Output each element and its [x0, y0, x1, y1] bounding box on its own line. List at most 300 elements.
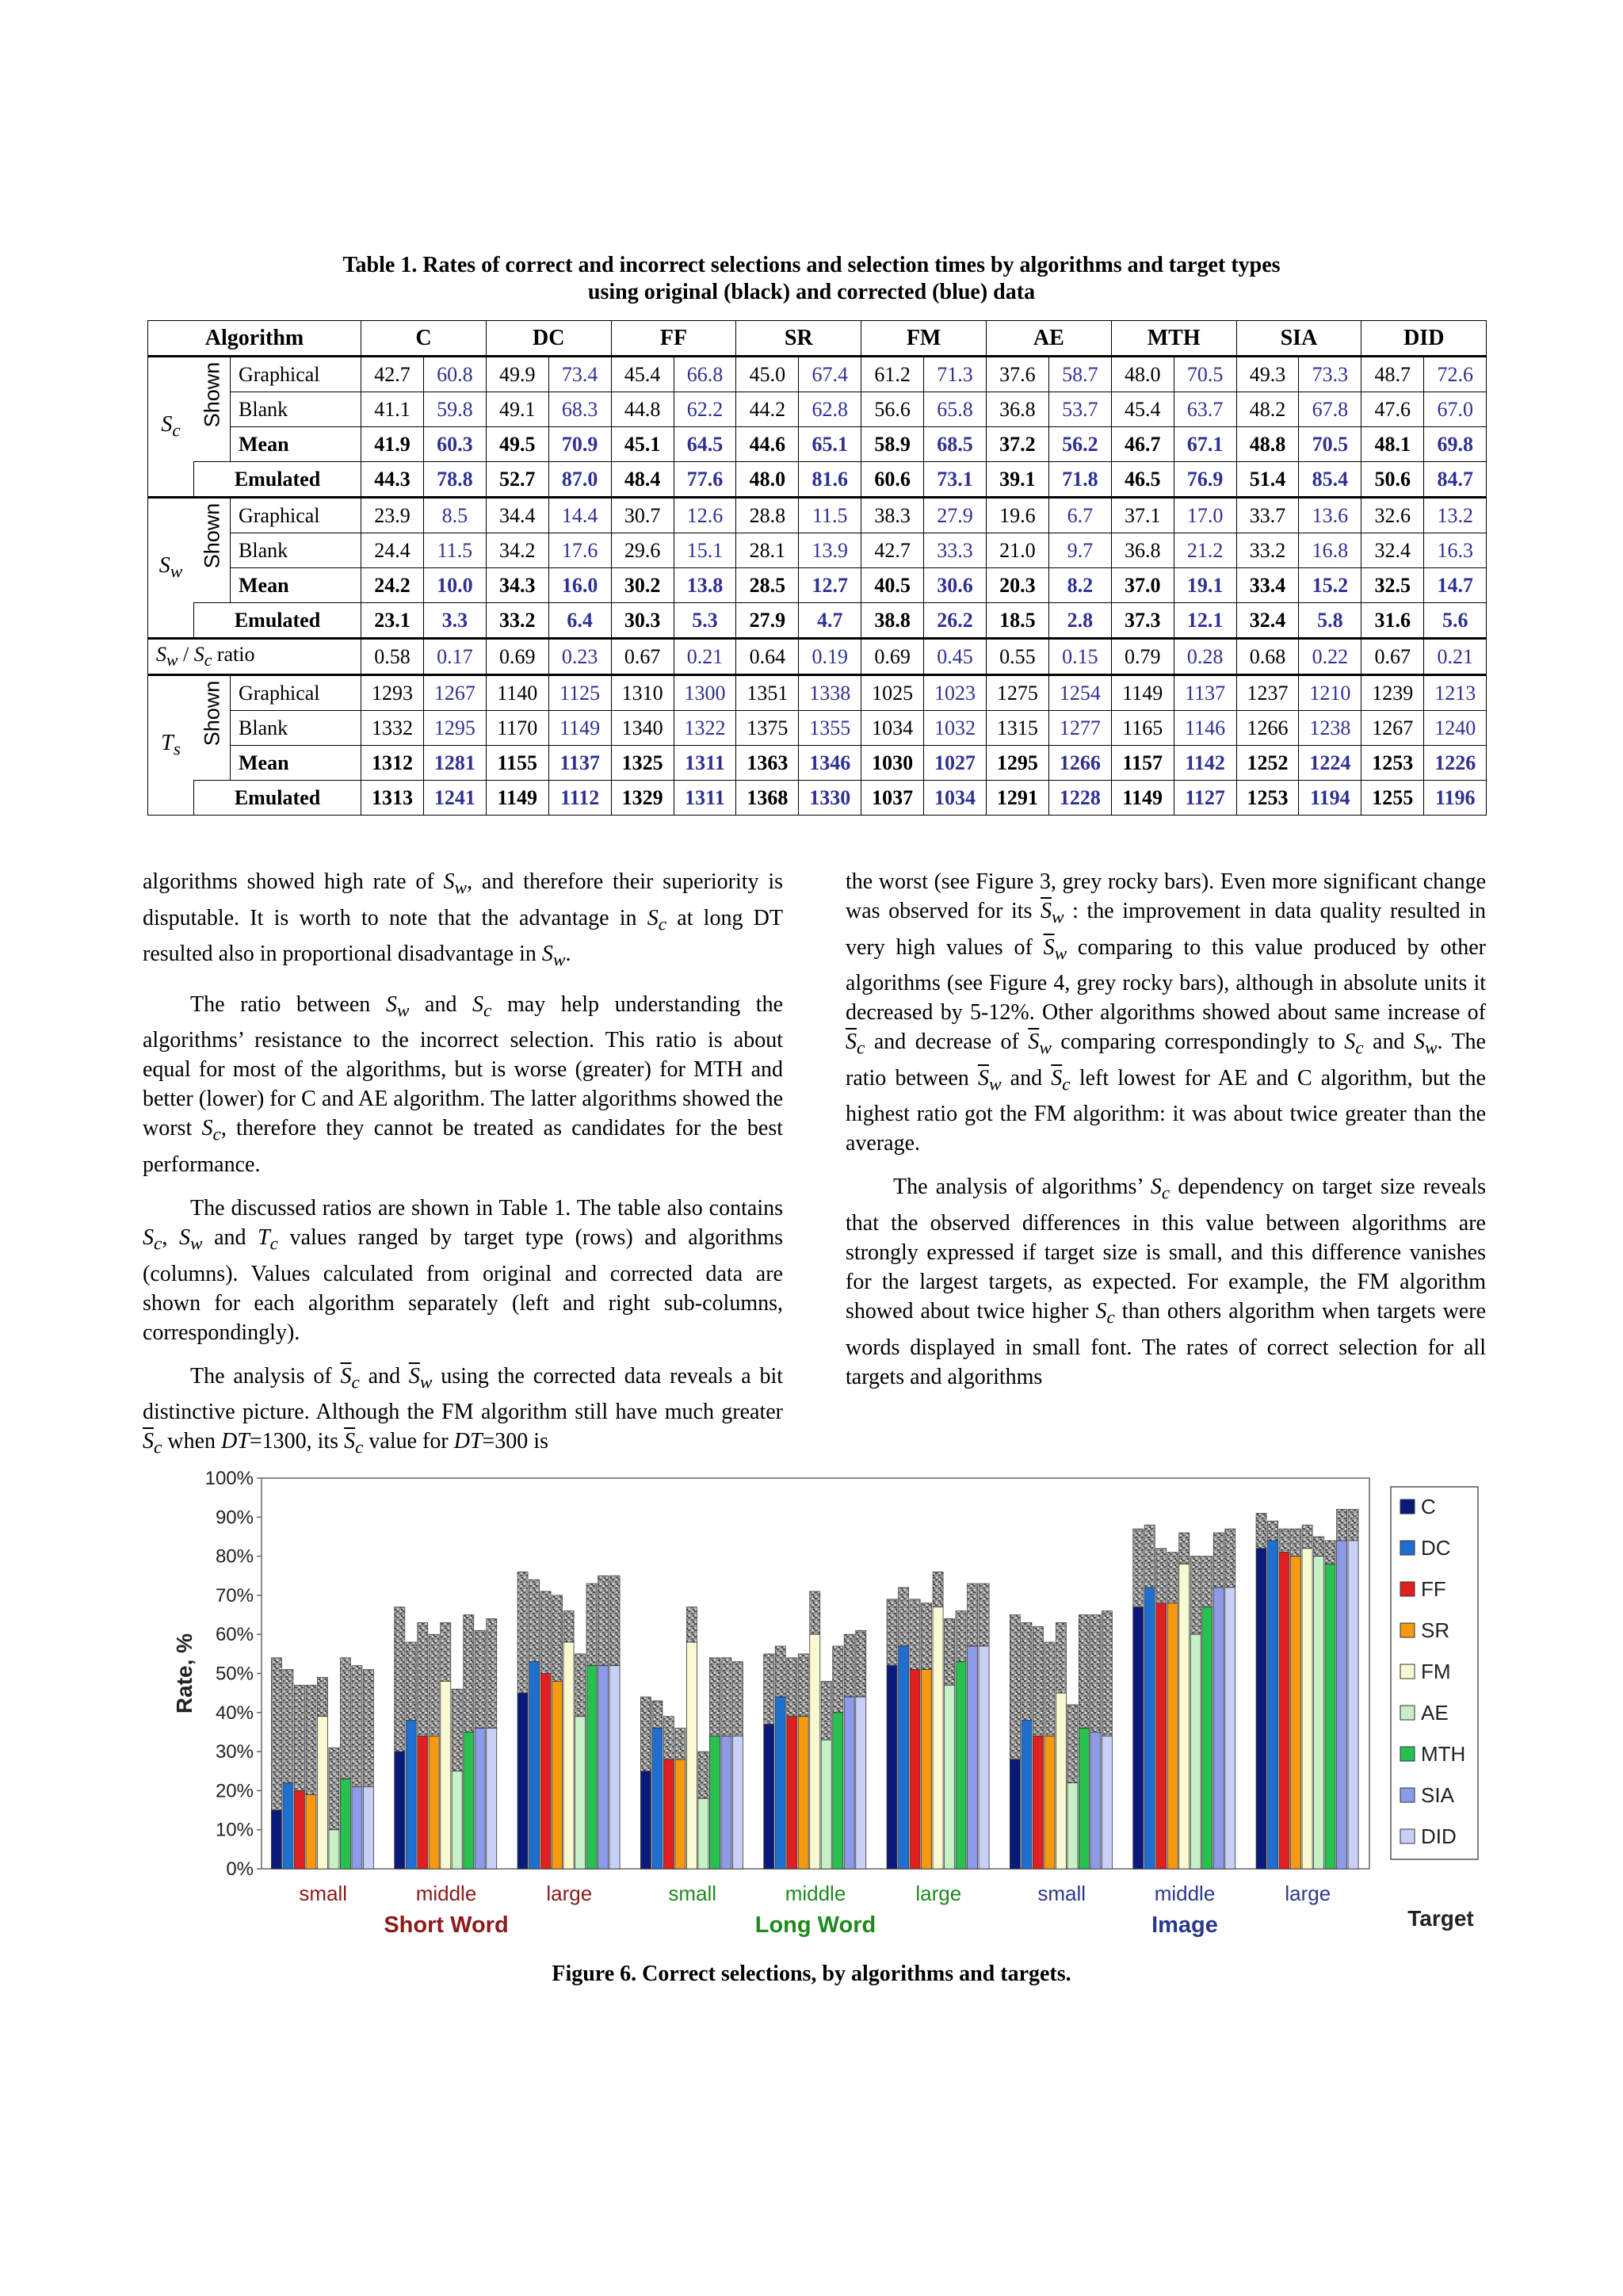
results-table: [147, 320, 1487, 816]
x-tick-label: large: [915, 1881, 962, 1905]
table-cell: 37.2: [986, 427, 1048, 462]
table-cell: 71.3: [924, 357, 987, 392]
table-header-row: [148, 321, 1487, 357]
table-cell: 0.58: [361, 639, 424, 675]
bar-dc-rocky: [899, 1587, 909, 1646]
shown-label: [194, 675, 231, 781]
x-tick-label: middle: [785, 1881, 846, 1905]
bar-did-rocky: [732, 1662, 743, 1736]
bar-fm-rocky: [1056, 1622, 1066, 1693]
table-cell: 67.4: [799, 357, 861, 392]
bar-sia-rocky: [844, 1634, 854, 1697]
table-cell: 70.9: [548, 427, 611, 462]
table-cell: 1125: [548, 675, 611, 711]
table-cell: 21.0: [986, 533, 1048, 568]
table-cell: 14.7: [1424, 568, 1487, 603]
header-algorithm: Algorithm: [148, 321, 361, 357]
bar-did-rocky: [1348, 1509, 1358, 1540]
bar-c-rocky: [271, 1658, 281, 1810]
bar-fm-rocky: [686, 1607, 697, 1642]
bar-sia-rocky: [1090, 1615, 1101, 1733]
table-cell: 1034: [924, 781, 987, 816]
bar-ae-rocky: [329, 1748, 339, 1830]
bar-ff-rocky: [1279, 1529, 1289, 1553]
bar-ff-rocky: [1156, 1549, 1167, 1603]
header-sr: SR: [736, 321, 861, 357]
table-cell: 1240: [1424, 711, 1487, 746]
bar-c-rocky: [517, 1572, 528, 1693]
table-cell: 33.2: [486, 603, 548, 639]
bar-ff: [1279, 1553, 1289, 1869]
bar-did: [487, 1729, 497, 1869]
bar-mth-rocky: [1079, 1615, 1089, 1729]
bar-fm: [686, 1642, 697, 1869]
bar-ae: [329, 1830, 339, 1869]
bar-did-rocky: [609, 1576, 620, 1665]
table-cell: 12.6: [674, 498, 736, 533]
table-cell: 0.21: [1424, 639, 1487, 675]
header-fm: FM: [861, 321, 987, 357]
table-cell: 38.3: [861, 498, 924, 533]
bar-ff: [418, 1736, 428, 1869]
table-cell: 68.3: [548, 392, 611, 427]
bar-mth-rocky: [340, 1658, 350, 1779]
bar-ae-rocky: [698, 1752, 708, 1798]
table-cell: 8.5: [423, 498, 486, 533]
table-cell: 30.6: [924, 568, 987, 603]
table-cell: 1266: [1236, 711, 1299, 746]
table-cell: 28.5: [736, 568, 799, 603]
ratio-row: [148, 639, 1487, 675]
table-cell: 1196: [1424, 781, 1487, 816]
legend-swatch: [1400, 1664, 1415, 1679]
bar-ff: [1033, 1736, 1043, 1869]
table-cell: 33.3: [924, 533, 987, 568]
bar-dc-rocky: [406, 1642, 416, 1721]
figure-caption: Figure 6. Correct selections, by algorithms and targets.: [552, 1962, 1071, 1986]
bar-ff: [1156, 1603, 1167, 1869]
left-column: [143, 867, 783, 1477]
table-row: [148, 781, 1487, 816]
bar-dc-rocky: [1022, 1622, 1032, 1720]
table-cell: 67.8: [1299, 392, 1361, 427]
table-cell: 1338: [799, 675, 861, 711]
table-cell: 72.6: [1424, 357, 1487, 392]
table-cell: 1330: [799, 781, 861, 816]
table-cell: 1241: [423, 781, 486, 816]
bar-fm: [1179, 1564, 1190, 1869]
table-cell: 1266: [1048, 746, 1111, 781]
bar-ae-rocky: [1314, 1537, 1324, 1557]
y-tick-label: 70%: [215, 1584, 254, 1606]
x-axis-label: Target: [1407, 1906, 1474, 1931]
table-cell: 1030: [861, 746, 924, 781]
bar-sia-rocky: [475, 1630, 485, 1728]
bar-sr-rocky: [429, 1634, 439, 1736]
bar-did: [1225, 1587, 1235, 1869]
shown-text: Shown: [199, 680, 223, 747]
table-cell: 11.5: [423, 533, 486, 568]
bar-ae: [1314, 1557, 1324, 1869]
table-cell: 1239: [1361, 675, 1424, 711]
y-tick-label: 100%: [204, 1468, 254, 1489]
bar-did-rocky: [487, 1618, 497, 1728]
table-cell: 1149: [1111, 781, 1174, 816]
table-cell: 19.6: [986, 498, 1048, 533]
table-cell: 48.4: [611, 462, 674, 498]
table-cell: 0.17: [423, 639, 486, 675]
bar-c-rocky: [1133, 1529, 1144, 1607]
table-cell: 63.7: [1174, 392, 1236, 427]
table-cell: 5.6: [1424, 603, 1487, 639]
table-cell: 44.8: [611, 392, 674, 427]
table-cell: 61.2: [861, 357, 924, 392]
table-cell: 0.19: [799, 639, 861, 675]
table-cell: 45.0: [736, 357, 799, 392]
table-cell: 3.3: [423, 603, 486, 639]
table-cell: 1275: [986, 675, 1048, 711]
table-cell: 27.9: [924, 498, 987, 533]
table-cell: 31.6: [1361, 603, 1424, 639]
table-cell: 1267: [1361, 711, 1424, 746]
figure-6-chart: [143, 1458, 1490, 1950]
header-mth: MTH: [1111, 321, 1236, 357]
table-cell: 1032: [924, 711, 987, 746]
legend-label: DID: [1421, 1824, 1457, 1848]
table-cell: 17.0: [1174, 498, 1236, 533]
bar-sr-rocky: [1044, 1642, 1055, 1736]
x-tick-label: small: [1037, 1881, 1086, 1905]
bar-sr-rocky: [552, 1595, 563, 1681]
shown-label: [194, 357, 231, 462]
table-cell: 67.0: [1424, 392, 1487, 427]
table-cell: 51.4: [1236, 462, 1299, 498]
row-label: Blank: [231, 533, 361, 568]
table-cell: 36.8: [986, 392, 1048, 427]
bar-sia-rocky: [598, 1576, 609, 1665]
bar-did-rocky: [1225, 1529, 1235, 1587]
y-tick-label: 30%: [215, 1741, 254, 1763]
table-cell: 17.6: [548, 533, 611, 568]
bar-fm-rocky: [1302, 1525, 1312, 1549]
table-cell: 38.8: [861, 603, 924, 639]
bar-mth: [833, 1713, 843, 1869]
table-cell: 0.45: [924, 639, 987, 675]
bar-sr-rocky: [306, 1685, 316, 1794]
bar-mth: [956, 1662, 966, 1869]
table-cell: 46.7: [1111, 427, 1174, 462]
bar-fm-rocky: [317, 1677, 327, 1716]
y-tick-label: 40%: [215, 1702, 254, 1724]
bar-c-rocky: [640, 1697, 651, 1771]
right-paragraph-2: The analysis of algorithms’ $S_c$ dependency on target size reveals that the observed differences in this value between algorithms are strongly expressed if target size is small, and this difference vanishes for the largest targets, as expected. For example, the FM algorithm showed about twice higher $S_c$ than others algorithm when targets were words displayed in small font. The rates of correct selection for all targets and algorithms: [846, 1175, 1486, 1389]
results-table-body: [148, 321, 1487, 816]
table-cell: 1224: [1299, 746, 1361, 781]
bar-c: [1256, 1549, 1266, 1869]
table-cell: 1267: [423, 675, 486, 711]
table-cell: 1252: [1236, 746, 1299, 781]
table-cell: 2.8: [1048, 603, 1111, 639]
bar-sr: [675, 1759, 685, 1869]
bar-ff: [910, 1670, 920, 1869]
table-cell: 1291: [986, 781, 1048, 816]
table-cell: 48.2: [1236, 392, 1299, 427]
row-label: Mean: [231, 746, 361, 781]
bar-dc-rocky: [775, 1646, 785, 1697]
bar-did: [732, 1736, 743, 1869]
bar-mth-rocky: [1202, 1557, 1212, 1607]
y-axis-label: Rate, %: [172, 1633, 197, 1714]
table-cell: 64.5: [674, 427, 736, 462]
table-cell: 1375: [736, 711, 799, 746]
table-cell: 4.7: [799, 603, 861, 639]
table-cell: 56.2: [1048, 427, 1111, 462]
table-cell: 1351: [736, 675, 799, 711]
bar-c-rocky: [764, 1654, 774, 1725]
table-cell: 0.64: [736, 639, 799, 675]
table-row: [148, 603, 1487, 639]
bar-ae: [698, 1798, 708, 1869]
table-cell: 58.9: [861, 427, 924, 462]
table-cell: 1228: [1048, 781, 1111, 816]
table-cell: 44.3: [361, 462, 424, 498]
table-cell: 0.55: [986, 639, 1048, 675]
bar-mth-rocky: [586, 1584, 597, 1666]
bar-did-rocky: [856, 1630, 866, 1697]
table-row: [148, 568, 1487, 603]
bar-sr: [922, 1670, 932, 1869]
table-cell: 77.6: [674, 462, 736, 498]
table-cell: 1112: [548, 781, 611, 816]
legend-label: SIA: [1421, 1783, 1454, 1807]
table-cell: 1295: [423, 711, 486, 746]
table-cell: 71.8: [1048, 462, 1111, 498]
table-cell: 45.4: [611, 357, 674, 392]
table-cell: 6.4: [548, 603, 611, 639]
y-tick-label: 0%: [226, 1859, 254, 1880]
table-cell: 1312: [361, 746, 424, 781]
x-group-label: Short Word: [384, 1912, 509, 1938]
bar-dc-rocky: [529, 1580, 540, 1662]
bar-did-rocky: [1102, 1611, 1112, 1736]
y-tick-label: 20%: [215, 1780, 254, 1802]
bar-sia: [475, 1729, 485, 1869]
bar-ae-rocky: [452, 1689, 462, 1771]
bar-mth-rocky: [464, 1615, 474, 1733]
table-cell: 44.2: [736, 392, 799, 427]
header-c: C: [361, 321, 487, 357]
table-cell: 49.1: [486, 392, 548, 427]
group-label-sc: $S_c$: [148, 357, 194, 498]
bar-did: [1102, 1736, 1112, 1869]
table-cell: 23.1: [361, 603, 424, 639]
table-cell: 1238: [1299, 711, 1361, 746]
table-cell: 1300: [674, 675, 736, 711]
table-cell: 11.5: [799, 498, 861, 533]
bar-dc: [1022, 1721, 1032, 1869]
table-cell: 36.8: [1111, 533, 1174, 568]
table-cell: 42.7: [861, 533, 924, 568]
table-row: [148, 533, 1487, 568]
bar-sr-rocky: [1167, 1553, 1178, 1603]
table-cell: 18.5: [986, 603, 1048, 639]
header-did: DID: [1361, 321, 1487, 357]
table-cell: 16.3: [1424, 533, 1487, 568]
table-cell: 30.7: [611, 498, 674, 533]
table-cell: 48.8: [1236, 427, 1299, 462]
legend-label: FM: [1421, 1660, 1451, 1683]
table-cell: 45.4: [1111, 392, 1174, 427]
table-row: [148, 675, 1487, 711]
bar-sia: [352, 1786, 362, 1869]
y-tick-label: 50%: [215, 1663, 254, 1685]
table-cell: 85.4: [1299, 462, 1361, 498]
table-cell: 45.1: [611, 427, 674, 462]
bar-sr: [429, 1736, 439, 1869]
table-cell: 41.9: [361, 427, 424, 462]
table-cell: 21.2: [1174, 533, 1236, 568]
table-cell: 70.5: [1299, 427, 1361, 462]
table-cell: 1025: [861, 675, 924, 711]
table-cell: 33.2: [1236, 533, 1299, 568]
bar-c-rocky: [1010, 1615, 1020, 1759]
bar-ae-rocky: [575, 1654, 586, 1717]
x-tick-label: small: [299, 1881, 348, 1905]
row-label: Emulated: [194, 603, 361, 639]
table-cell: 1157: [1111, 746, 1174, 781]
bar-did: [363, 1786, 373, 1869]
x-tick-label: large: [546, 1881, 593, 1905]
table-cell: 1277: [1048, 711, 1111, 746]
bar-ae: [452, 1771, 462, 1869]
row-label: Blank: [231, 392, 361, 427]
bar-dc-rocky: [283, 1670, 293, 1783]
table-cell: 37.1: [1111, 498, 1174, 533]
bar-mth: [1325, 1564, 1335, 1869]
bar-ae-rocky: [1190, 1557, 1201, 1635]
table-cell: 1368: [736, 781, 799, 816]
bar-c: [1010, 1759, 1020, 1869]
table-cell: 32.5: [1361, 568, 1424, 603]
table-row: [148, 746, 1487, 781]
table-row: [148, 498, 1487, 533]
table-cell: 1149: [1111, 675, 1174, 711]
table-cell: 24.2: [361, 568, 424, 603]
table-row: [148, 462, 1487, 498]
bar-ff-rocky: [787, 1658, 797, 1717]
table-cell: 1170: [486, 711, 548, 746]
table-cell: 65.8: [924, 392, 987, 427]
bar-ff-rocky: [1033, 1626, 1043, 1736]
table-cell: 1149: [486, 781, 548, 816]
table-cell: 66.8: [674, 357, 736, 392]
table-cell: 1346: [799, 746, 861, 781]
table-cell: 40.5: [861, 568, 924, 603]
table-cell: 1315: [986, 711, 1048, 746]
legend-label: SR: [1421, 1618, 1450, 1642]
table-cell: 5.8: [1299, 603, 1361, 639]
group-label-ts: $T_s$: [148, 675, 194, 816]
bar-c: [764, 1725, 774, 1869]
table-cell: 1165: [1111, 711, 1174, 746]
bar-dc-rocky: [652, 1701, 663, 1729]
bar-did: [609, 1666, 620, 1869]
bar-c-rocky: [1256, 1513, 1266, 1548]
bar-dc: [652, 1729, 663, 1869]
bar-dc: [1268, 1541, 1278, 1869]
table-cell: 1194: [1299, 781, 1361, 816]
bar-fm: [1302, 1549, 1312, 1869]
legend-label: AE: [1421, 1701, 1449, 1725]
row-label: Emulated: [194, 462, 361, 498]
table-cell: 0.22: [1299, 639, 1361, 675]
table-cell: 0.69: [486, 639, 548, 675]
bar-fm-rocky: [1179, 1533, 1190, 1564]
x-tick-label: small: [668, 1881, 717, 1905]
table-cell: 48.1: [1361, 427, 1424, 462]
table-cell: 1313: [361, 781, 424, 816]
table-cell: 15.2: [1299, 568, 1361, 603]
table-cell: 37.6: [986, 357, 1048, 392]
table-cell: 49.3: [1236, 357, 1299, 392]
bar-c: [271, 1810, 281, 1869]
bar-dc: [529, 1662, 540, 1869]
table-cell: 1363: [736, 746, 799, 781]
table-cell: 34.2: [486, 533, 548, 568]
table-cell: 58.7: [1048, 357, 1111, 392]
table-cell: 48.0: [736, 462, 799, 498]
bar-fm: [810, 1634, 820, 1869]
bar-ff-rocky: [910, 1599, 920, 1670]
table-cell: 34.4: [486, 498, 548, 533]
table-cell: 1310: [611, 675, 674, 711]
table-cell: 9.7: [1048, 533, 1111, 568]
table-cell: 33.4: [1236, 568, 1299, 603]
table-cell: 69.8: [1424, 427, 1487, 462]
table-cell: 8.2: [1048, 568, 1111, 603]
bar-dc-rocky: [1268, 1521, 1278, 1541]
table-cell: 0.28: [1174, 639, 1236, 675]
bar-c-rocky: [887, 1599, 897, 1666]
bar-sia: [1213, 1587, 1224, 1869]
table-cell: 16.8: [1299, 533, 1361, 568]
table-cell: 0.67: [1361, 639, 1424, 675]
table-cell: 65.1: [799, 427, 861, 462]
table-row: [148, 392, 1487, 427]
legend-swatch: [1400, 1747, 1415, 1761]
left-paragraph-2: The ratio between $S_w$ and $S_c$ may help understanding the algorithms’ resistance to the incorrect selection. This ratio is about equal for most of the algorithms, but is worse (greater) for MTH and better (lower) for C and AE algorithm. The latter algorithms showed the worst $S_c$, therefore they cannot be treated as candidates for the best performance.: [143, 991, 783, 1177]
bar-c-rocky: [395, 1607, 405, 1752]
table-row: [148, 357, 1487, 392]
right-column: [846, 867, 1486, 1406]
legend-swatch: [1400, 1788, 1415, 1802]
bar-c: [640, 1771, 651, 1869]
x-group-label: Image: [1151, 1912, 1218, 1938]
table-cell: 1355: [799, 711, 861, 746]
shown-text: Shown: [199, 361, 223, 428]
bar-ae: [1190, 1634, 1201, 1869]
bar-sia: [968, 1646, 978, 1869]
table-cell: 1340: [611, 711, 674, 746]
bar-c: [517, 1693, 528, 1869]
table-cell: 33.7: [1236, 498, 1299, 533]
bar-sia: [598, 1666, 609, 1869]
row-label: Mean: [231, 568, 361, 603]
legend-label: DC: [1421, 1536, 1451, 1560]
bar-fm: [441, 1681, 451, 1869]
bar-sr-rocky: [1291, 1529, 1301, 1557]
left-paragraph-4: The analysis of $\overline{S}_c$ and $\overline{S}_w$ using the corrected data reveals a bit distinctive picture. Although the FM algorithm still have much greater $\overline{S}_c$ when DT=1300, its $\overline{S}_c$ value for DT=300 is: [143, 1363, 784, 1458]
